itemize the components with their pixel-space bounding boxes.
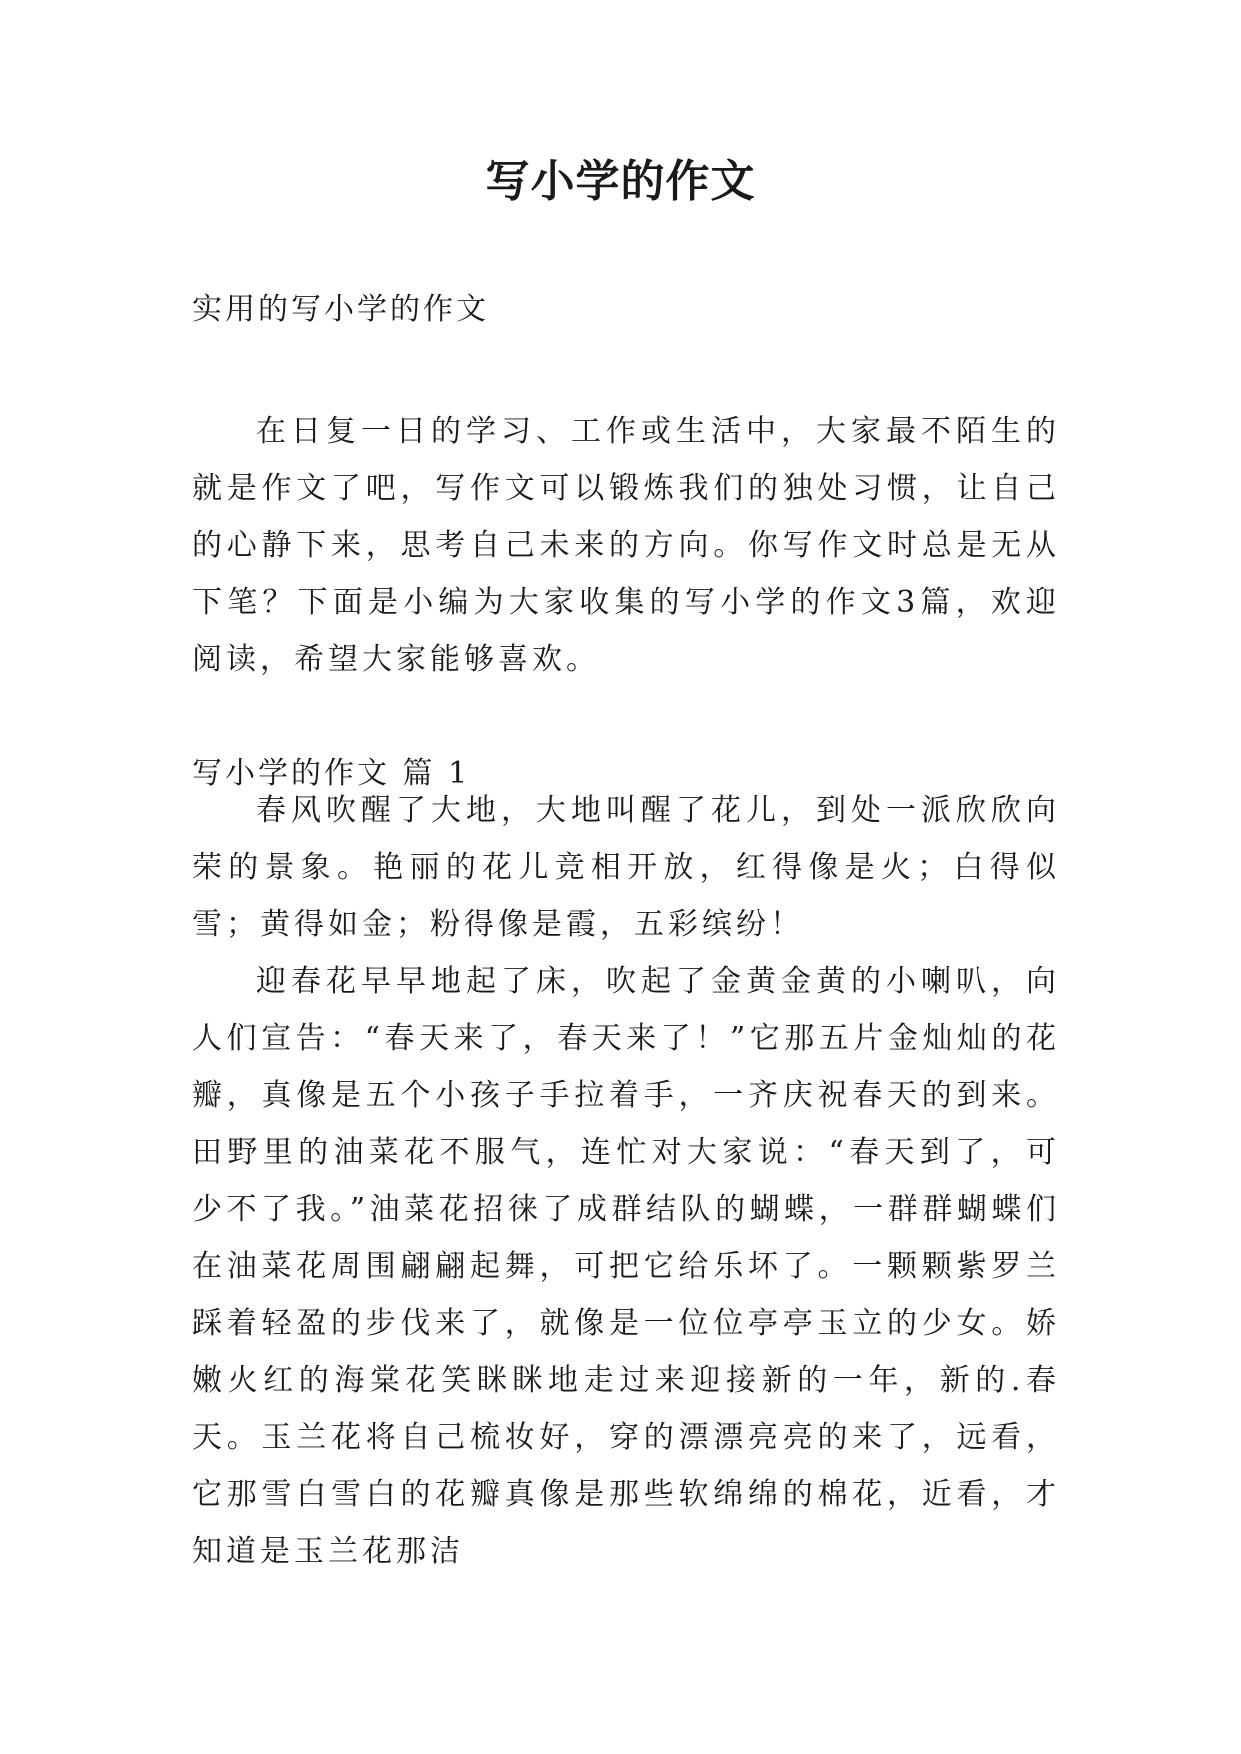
intro-paragraph: 在日复一日的学习、工作或生活中，大家最不陌生的就是作文了吧，写作文可以锻炼我们的独处习惯，让自己的心静下来，思考自己未来的方向。你写作文时总是无从下笔？下面是小编为大家收集的写小学的作文3篇，欢迎阅读，希望大家能够喜欢。 — [192, 414, 1060, 677]
document-subtitle: 实用的写小学的作文 — [192, 292, 489, 327]
document-title: 写小学的作文 — [485, 156, 756, 207]
body-paragraph-2: 迎春花早早地起了床，吹起了金黄金黄的小喇叭，向人们宣告：“春天来了，春天来了！”它那五片金灿灿的花瓣，真像是五个小孩子手拉着手，一齐庆祝春天的到来。田野里的油菜花不服气，连忙对大家说：“春天到了，可少不了我。”油菜花招徕了成群结队的蝴蝶，一群群蝴蝶们在油菜花周围翩翩起舞，可把它给乐坏了。一颗颗紫罗兰踩着轻盈的步伐来了，就像是一位位亭亭玉立的少女。娇嫩火红的海棠花笑眯眯地走过来迎接新的一年，新的.春天。玉兰花将自己梳妆好，穿的漂漂亮亮的来了，远看，它那雪白雪白的花瓣真像是那些软绵绵的棉花，近看，才知道是玉兰花那洁 — [192, 964, 1060, 1569]
intro-block — [192, 403, 1060, 688]
section-body — [192, 782, 1060, 1580]
body-paragraph-1: 春风吹醒了大地，大地叫醒了花儿，到处一派欣欣向荣的景象。艳丽的花儿竞相开放，红得像是火；白得似雪；黄得如金；粉得像是霞，五彩缤纷！ — [192, 793, 1060, 942]
section-heading: 写小学的作文 篇 1 — [192, 756, 471, 791]
